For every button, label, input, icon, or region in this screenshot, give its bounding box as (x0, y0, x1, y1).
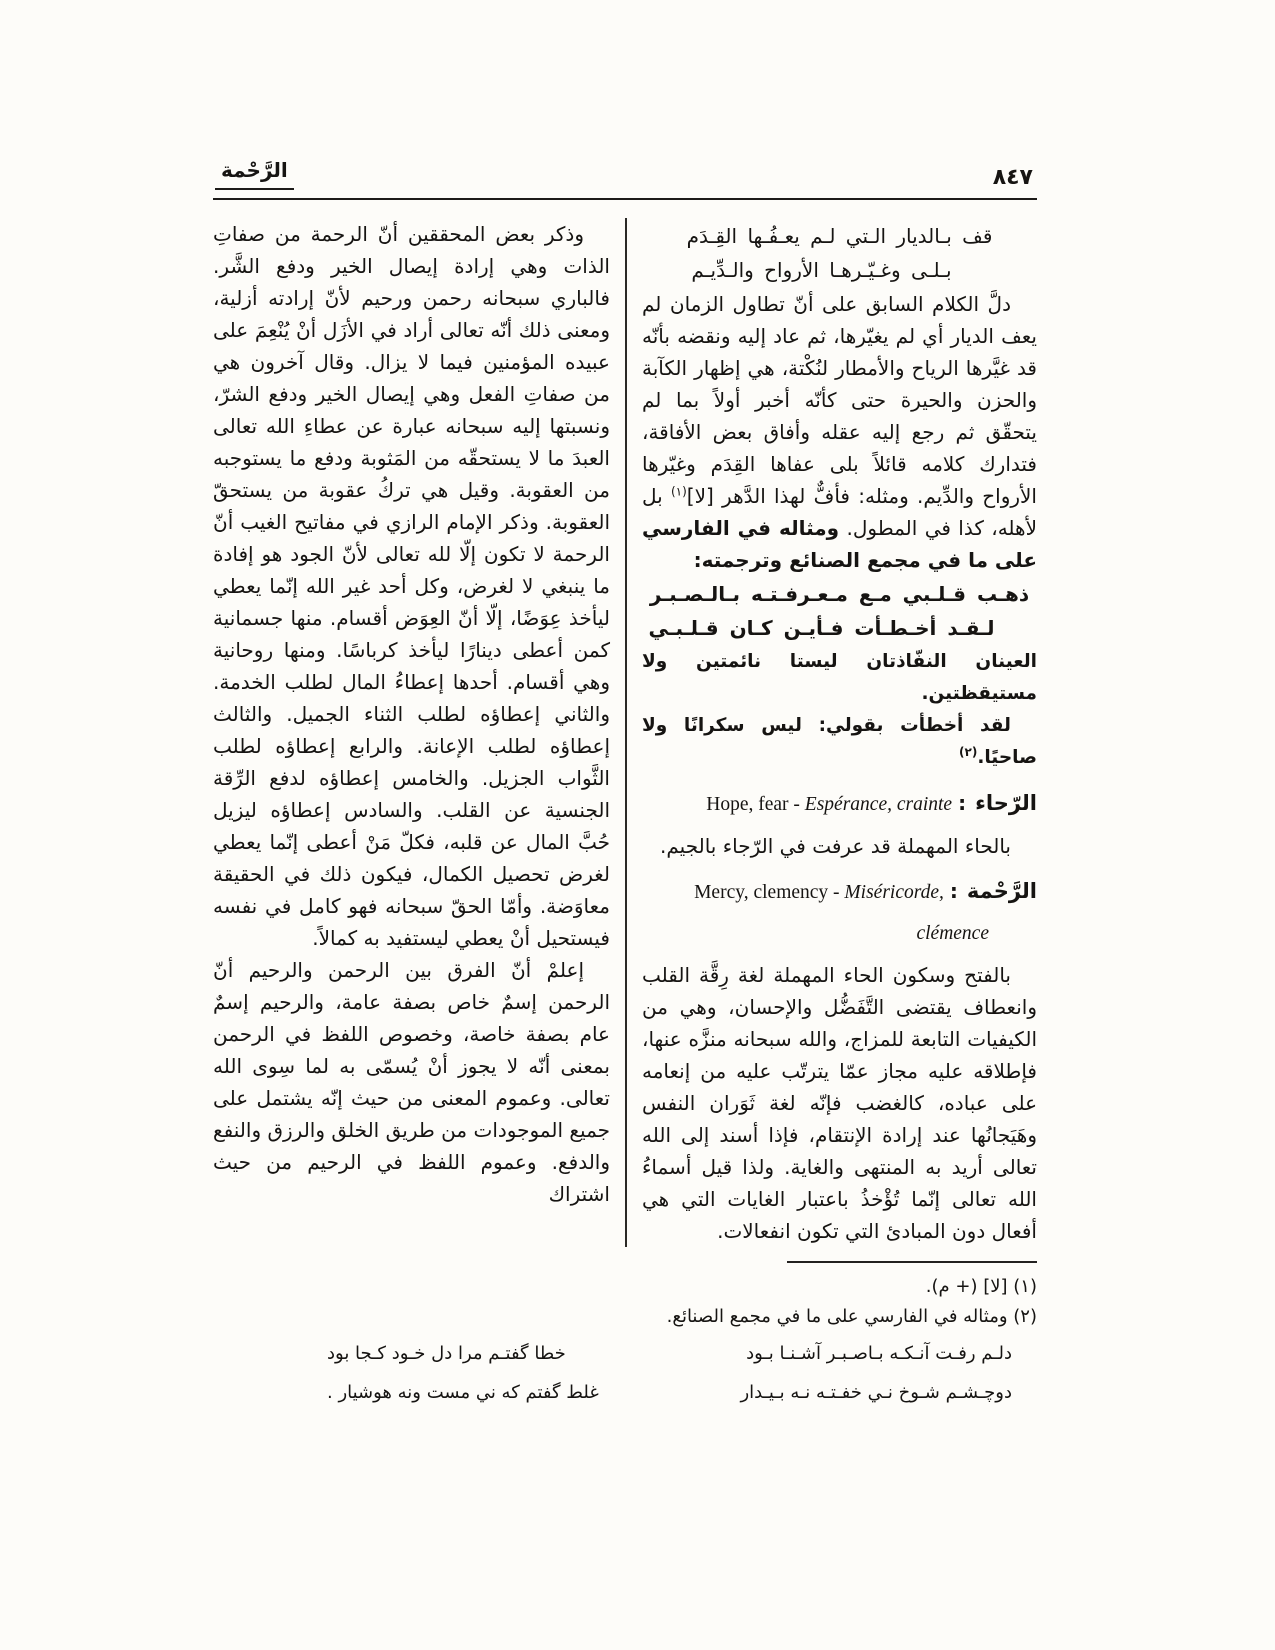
column-left (213, 218, 625, 1247)
footnote-hemistich: دوچـشـم شـوخ نـي خفـتـه نـه بـيـدار (740, 1382, 1012, 1403)
footnote-line-2: (٢) ومثاله في الفارسي على ما في مجمع الصنائع. (666, 1306, 1037, 1327)
footnote-separator (787, 1261, 1037, 1263)
footnote-line-1: (١) [لا] (+ م). (925, 1276, 1037, 1297)
entry-gloss-latin (694, 877, 944, 909)
footnote-ref-2: (٢) (959, 744, 978, 759)
translation-text: لقد أخطأت بقولي: ليس سكرانًا ولا صاحيًا. (642, 715, 1037, 768)
footnote-hemistich: غلط گفتم كه ني مست ونه هوشيار . (327, 1382, 599, 1403)
verse-hemistich: ذهـب قـلـبي مـع مـعـرفـتـه بـالـصـبـر (649, 582, 1030, 606)
footnote-verse-row (327, 1337, 1012, 1371)
entry-term: الرّحاء (975, 791, 1037, 815)
entry-gloss-french: clémence (916, 923, 989, 944)
entry-body: بالفتح وسكون الحاء المهملة لغة رِقَّة القلب وانعطاف يقتضى التَّفَضُّل والإحسان، وهي من الكيفيات التابعة للمزاج، والله سبحانه منزَّه عنها، فإطلاقه عليه مجاز عمّا يترتّب عليه من إنعامه على عباده، كالغضب فإنّه لغة ثَوَران النفس وهَيَجانُها عند إرادة الإنتقام، فإذا أسند إلى الله تعالى أريد به المنتهى والغاية. ولذا قيل أسماءُ الله تعالى إنّما تُؤْخذُ باعتبار الغايات التي هي أفعال دون المبادئ التي تكون انفعالات. (642, 963, 1037, 1243)
entry-head-rahma (642, 875, 1037, 909)
body-paragraph: وذكر بعض المحققين أنّ الرحمة من صفاتِ الذات وهي إرادة إيصال الخير ودفع الشَّر. فالباري سبحانه رحمن ورحيم لأنّ إرادته أزلية، ومعنى ذلك أنّه تعالى أراد في الأزَل أنْ يُنْعِمَ على عبيده المؤمنين فيما لا يزال. وقال آخرون هي من صفاتِ الفعل وهي إيصال الخير ودفع الشرّ، ونسبتها إليه سبحانه عبارة عن عطاءِ الله تعالى العبدَ ما لا يستحقّه من المَثوبة ودفع ما يستوجبه من العقوبة. وقيل هي تركُ عقوبة من يستحقّ العقوبة. وذكر الإمام الرازي في مفاتيح الغيب أنّ الرحمة لا تكون إلّا لله تعالى لأنّ الجود هو إفادة ما ينبغي لا لغرض، وكل أحد غير الله إنّما يعطي ليأخذ عِوَضًا، إلّا أنّ العِوَض أقسام. منها جسمانية كمن أعطى دينارًا ليأخذ كرباسًا. ومنها روحانية وهي أقسام. أحدها إعطاءُ المال لطلب الخدمة. والثاني إعطاؤه لطلب الثناء الجميل. والثالث إعطاؤه لطلب الإعانة. والرابع إعطاؤه لطلب الثَّواب الجزيل. والخامس إعطاؤه لدفع الرِّقة الجنسية عن القلب. والسادس إعطاؤه ليزيل حُبَّ المال عن قلبه، فكلّ مَنْ أعطى إنّما يعطي لغرض تحصيل الكمال، فيكون ذلك في الحقيقة معاوَضة. وأمّا الحقّ سبحانه فهو كامل في نفسه فيستحيل أنْ يعطي ليستفيد به كمالاً. (213, 222, 610, 950)
footnotes (213, 1261, 1037, 1410)
entry-gloss-english: Hope, fear - (706, 794, 805, 815)
footnote-ref-1: (١) (670, 484, 687, 499)
verse-hemistich: بـلـى وغـيّـرهـا الأرواح والـدِّيـم (691, 258, 952, 282)
page-number: ٨٤٧ (992, 165, 1033, 190)
running-title: الرَّحْمة (215, 158, 294, 190)
translation-line: العينان النفّاذتان ليستا نائمتين ولا مستيقظتين. (642, 651, 1037, 704)
entry-colon: : (958, 791, 967, 815)
page-content (213, 158, 1037, 1410)
page-header (213, 158, 1037, 198)
paragraph-text: دلَّ الكلام السابق على أنّ تطاول الزمان لم يعف الديار أي لم يغيّرها، ثم عاد إليه ونقضه بأنّه قد غيَّرها الرياح والأمطار لنُكْتة، هي إظهار الكآبة والحزن والحيرة حتى كأنّه أخبر أولاً بما لم يتحقّق ثم رجع إليه عقله وأفاق بعض الأفاقة، فتدارك كلامه قائلاً بلى عفاها القِدَم وغيّرها الأرواح والدِّيم. ومثله: فأفٌّ لهذا الدَّهر [لا] (642, 292, 1037, 508)
entry-gloss-french-cont (642, 918, 1037, 950)
commentary-paragraph (642, 288, 1037, 576)
column-right (625, 218, 1037, 1247)
footnote-verse-row (327, 1376, 1012, 1410)
translation-line (642, 710, 1037, 774)
verse-hemistich: لـقـد أخـطـأت فـأيـن كـان قـلـبـي (648, 616, 995, 640)
entry-colon: : (949, 879, 958, 903)
header-rule (213, 198, 1037, 200)
entry-gloss-french: Espérance, crainte (804, 794, 953, 815)
paragraph-text: بل لأهله، كذا في المطول. (642, 484, 1037, 540)
footnote-hemistich: دلـم رفـت آنـكـه بـاصـبـر آشـنـا بـود (746, 1343, 1012, 1364)
entry-gloss-latin (706, 789, 952, 821)
body-paragraph: إعلمْ أنّ الفرق بين الرحمن والرحيم أنّ الرحمن إسمٌ خاص بصفة عامة، والرحيم إسمٌ عام بصفة خاصة، وخصوص اللفظ في الرحمن بمعنى أنّه لا يجوز أنْ يُسمّى به لما سِوى الله تعالى. وعموم المعنى من حيث إنّه يشتمل على جميع الموجودات من طريق الخلق والرزق والنفع والدفع. وعموم اللفظ في الرحيم من حيث اشتراك (213, 958, 610, 1206)
footnote-hemistich: خطا گفتـم مرا دل خـود كـجا بود (327, 1343, 566, 1364)
entry-gloss-english: Mercy, clemency - (694, 882, 845, 903)
paragraph-text-bold: ومثاله في الفارسي على ما في مجمع الصنائع وترجمته: (642, 516, 1037, 572)
text-columns (213, 218, 1037, 1247)
entry-gloss-french: Miséricorde, (844, 882, 944, 903)
entry-body: بالحاء المهملة قد عرفت في الرّجاء بالجيم. (659, 834, 1011, 858)
entry-head-rahaa (642, 787, 1037, 821)
verse-hemistich: قف بـالديار الـتي لـم يعـفُـها القِـدَم (686, 224, 993, 248)
entry-term: الرَّحْمة (966, 879, 1037, 903)
